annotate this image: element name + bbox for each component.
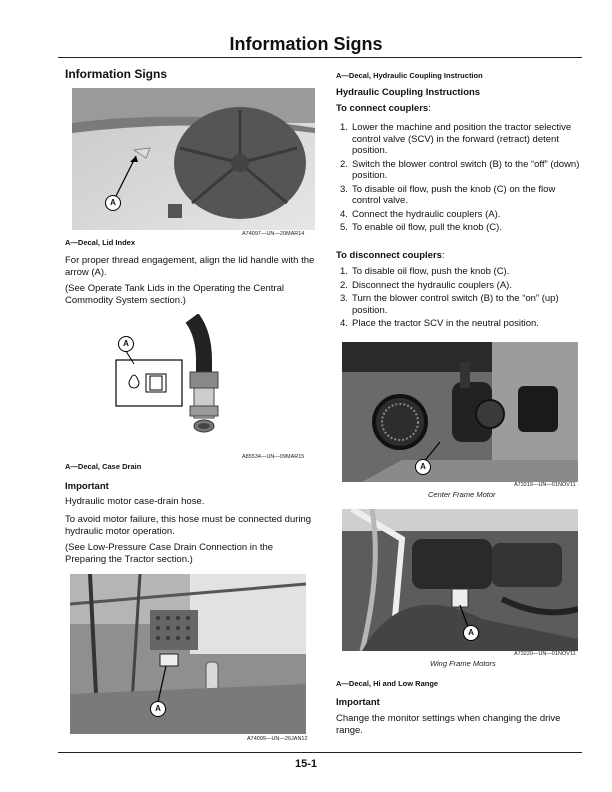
tank-frame-photo xyxy=(70,574,306,734)
header-rule xyxy=(58,57,582,58)
figure-caption: A—Decal, Lid Index xyxy=(65,238,136,247)
figure-label: Wing Frame Motors xyxy=(430,659,496,668)
disconnect-steps xyxy=(340,266,583,332)
list-item: 1. Lower the machine and position the tractor selective control valve (SCV) in the forward (retract) detent position. xyxy=(340,122,572,156)
paragraph: For proper thread engagement, align the lid handle with the arrow (A). xyxy=(65,255,315,278)
subheading: To disconnect couplers: xyxy=(336,250,445,261)
page-title: Information Signs xyxy=(229,34,383,54)
figure-code: A73219—UN—01NOV11 xyxy=(514,482,576,488)
figure-caption: A—Decal, Case Drain xyxy=(65,462,142,471)
list-item: 4. Place the tractor SCV in the neutral position. xyxy=(340,318,539,329)
section-heading: Hydraulic Coupling Instructions xyxy=(336,87,481,98)
page-number: 15-1 xyxy=(294,758,318,770)
paragraph: Hydraulic motor case-drain hose. xyxy=(65,496,205,507)
callout-a: A xyxy=(150,701,166,717)
section-title: Information Signs xyxy=(65,67,167,81)
paragraph: Change the monitor settings when changing the drive range. xyxy=(336,713,561,736)
callout-a: A xyxy=(105,195,121,211)
footer-rule xyxy=(58,752,582,753)
lid-index-photo xyxy=(72,88,315,230)
list-item: 5. To enable oil flow, pull the knob (C). xyxy=(340,222,502,233)
figure-code: A74099—UN—26JAN12 xyxy=(247,736,308,742)
wing-frame-motors-photo xyxy=(342,509,578,651)
paragraph: (See Operate Tank Lids in the Operating the Central Commodity System section.) xyxy=(65,283,284,306)
paragraph: (See Low-Pressure Case Drain Connection in the Preparing the Tractor section.) xyxy=(65,542,274,565)
list-item: 4. Connect the hydraulic couplers (A). xyxy=(340,208,501,220)
figure-caption: A—Decal, Hydraulic Coupling Instruction xyxy=(336,71,483,80)
callout-a: A xyxy=(463,625,479,641)
figure-caption: A—Decal, Hi and Low Range xyxy=(336,679,439,688)
list-item: 1. To disable oil flow, push the knob (C). xyxy=(340,266,510,277)
case-drain-illustration xyxy=(112,314,232,446)
list-item: 2. Disconnect the hydraulic couplers (A). xyxy=(340,279,512,291)
important-label: Important xyxy=(336,697,380,708)
figure-code: A73220—UN—01NOV11 xyxy=(514,651,576,657)
callout-a: A xyxy=(415,459,431,475)
connect-steps xyxy=(340,122,583,236)
list-item: 3. To disable oil flow, push the knob (C) on the flow control valve. xyxy=(340,183,556,206)
list-item: 3. Turn the blower control switch (B) to the “on” (up) position. xyxy=(340,293,559,316)
figure-label: Center Frame Motor xyxy=(428,490,496,499)
subheading: To connect couplers: xyxy=(336,103,431,114)
list-item: 2. Switch the blower control switch (B) to the “off” (down) position. xyxy=(340,158,580,181)
figure-code: A74097—UN—20MAR14 xyxy=(242,231,305,237)
paragraph: To avoid motor failure, this hose must be connected during hydraulic motor operation. xyxy=(65,514,312,537)
center-frame-motor-photo xyxy=(342,342,578,482)
callout-a: A xyxy=(118,336,134,352)
important-label: Important xyxy=(65,481,109,492)
figure-code: A85534—UN—09MAR15 xyxy=(242,454,305,460)
